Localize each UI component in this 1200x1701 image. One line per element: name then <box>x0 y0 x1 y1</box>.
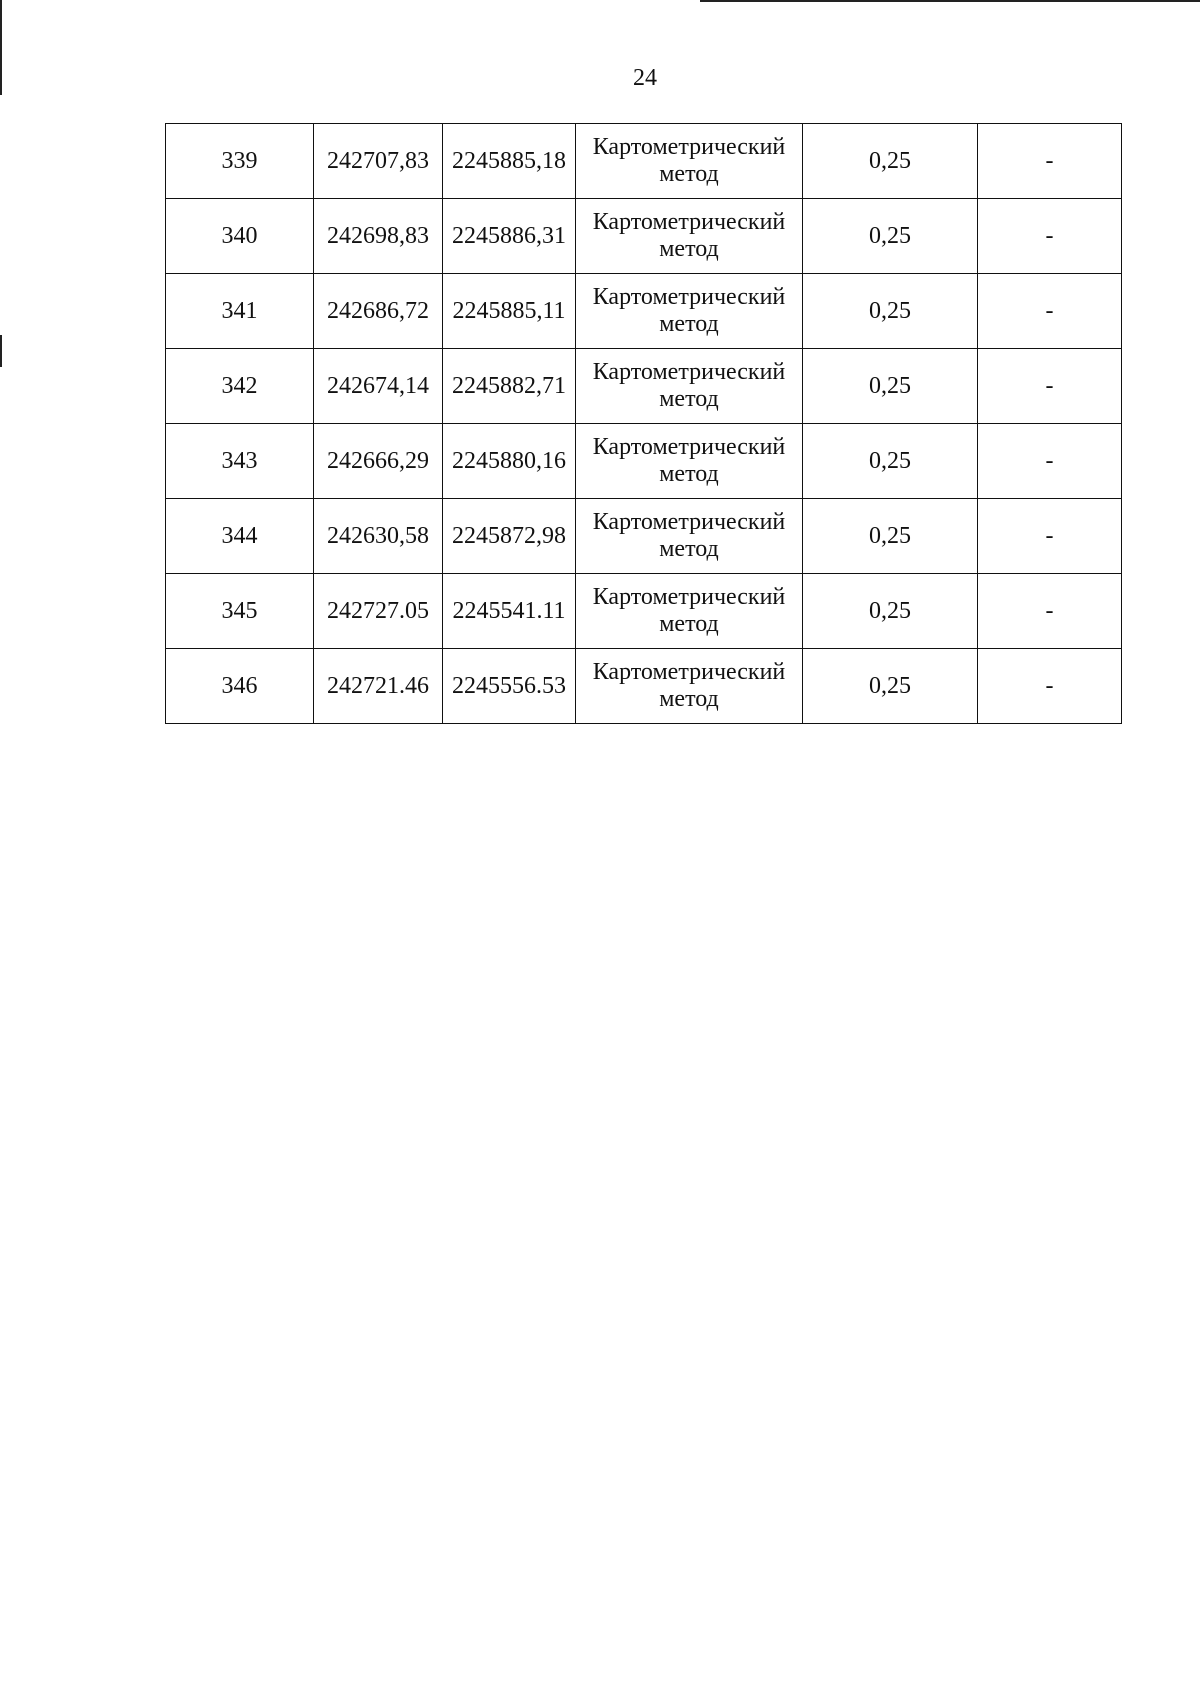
table-row <box>166 274 1122 349</box>
method-cell <box>576 574 803 649</box>
table-row <box>166 424 1122 499</box>
method-line-1: Картометрический <box>592 509 786 535</box>
point-number-cell: 340 <box>166 199 314 274</box>
x-coordinate-cell: 242674,14 <box>314 349 443 424</box>
y-coordinate-cell: 2245541.11 <box>443 574 576 649</box>
table-row <box>166 499 1122 574</box>
precision-cell: 0,25 <box>803 349 978 424</box>
x-coordinate-cell: 242630,58 <box>314 499 443 574</box>
method-cell <box>576 499 803 574</box>
x-coordinate-cell: 242698,83 <box>314 199 443 274</box>
scan-edge-top <box>700 0 1200 2</box>
x-coordinate-cell: 242686,72 <box>314 274 443 349</box>
precision-cell: 0,25 <box>803 124 978 199</box>
precision-cell: 0,25 <box>803 649 978 724</box>
y-coordinate-cell: 2245882,71 <box>443 349 576 424</box>
point-number-cell: 344 <box>166 499 314 574</box>
table-row <box>166 649 1122 724</box>
x-coordinate-cell: 242721.46 <box>314 649 443 724</box>
method-cell <box>576 424 803 499</box>
method-line-2: метод <box>659 311 719 337</box>
method-line-1: Картометрический <box>592 359 786 385</box>
method-cell <box>576 274 803 349</box>
method-line-2: метод <box>659 236 719 262</box>
table-row <box>166 349 1122 424</box>
x-coordinate-cell: 242666,29 <box>314 424 443 499</box>
note-cell: - <box>978 199 1122 274</box>
precision-cell: 0,25 <box>803 499 978 574</box>
note-cell: - <box>978 499 1122 574</box>
x-coordinate-cell: 242707,83 <box>314 124 443 199</box>
method-line-2: метод <box>659 386 719 412</box>
y-coordinate-cell: 2245872,98 <box>443 499 576 574</box>
note-cell: - <box>978 124 1122 199</box>
method-line-1: Картометрический <box>592 584 786 610</box>
precision-cell: 0,25 <box>803 199 978 274</box>
method-cell <box>576 349 803 424</box>
table-row <box>166 124 1122 199</box>
precision-cell: 0,25 <box>803 574 978 649</box>
method-line-1: Картометрический <box>592 659 786 685</box>
y-coordinate-cell: 2245886,31 <box>443 199 576 274</box>
method-cell <box>576 649 803 724</box>
y-coordinate-cell: 2245556.53 <box>443 649 576 724</box>
point-number-cell: 346 <box>166 649 314 724</box>
point-number-cell: 341 <box>166 274 314 349</box>
precision-cell: 0,25 <box>803 274 978 349</box>
method-line-2: метод <box>659 161 719 187</box>
y-coordinate-cell: 2245885,11 <box>443 274 576 349</box>
method-line-2: метод <box>659 611 719 637</box>
method-line-1: Картометрический <box>592 209 786 235</box>
method-line-1: Картометрический <box>592 434 786 460</box>
note-cell: - <box>978 649 1122 724</box>
note-cell: - <box>978 274 1122 349</box>
method-line-1: Картометрический <box>592 134 786 160</box>
note-cell: - <box>978 424 1122 499</box>
method-line-1: Картометрический <box>592 284 786 310</box>
scan-edge-left-lower <box>0 335 2 367</box>
x-coordinate-cell: 242727.05 <box>314 574 443 649</box>
method-line-2: метод <box>659 461 719 487</box>
note-cell: - <box>978 349 1122 424</box>
table-row <box>166 574 1122 649</box>
note-cell: - <box>978 574 1122 649</box>
table-row <box>166 199 1122 274</box>
page-number: 24 <box>633 65 657 91</box>
y-coordinate-cell: 2245885,18 <box>443 124 576 199</box>
precision-cell: 0,25 <box>803 424 978 499</box>
method-cell <box>576 199 803 274</box>
y-coordinate-cell: 2245880,16 <box>443 424 576 499</box>
method-cell <box>576 124 803 199</box>
method-line-2: метод <box>659 686 719 712</box>
point-number-cell: 343 <box>166 424 314 499</box>
method-line-2: метод <box>659 536 719 562</box>
point-number-cell: 345 <box>166 574 314 649</box>
point-number-cell: 342 <box>166 349 314 424</box>
coordinates-table <box>165 123 1122 724</box>
point-number-cell: 339 <box>166 124 314 199</box>
